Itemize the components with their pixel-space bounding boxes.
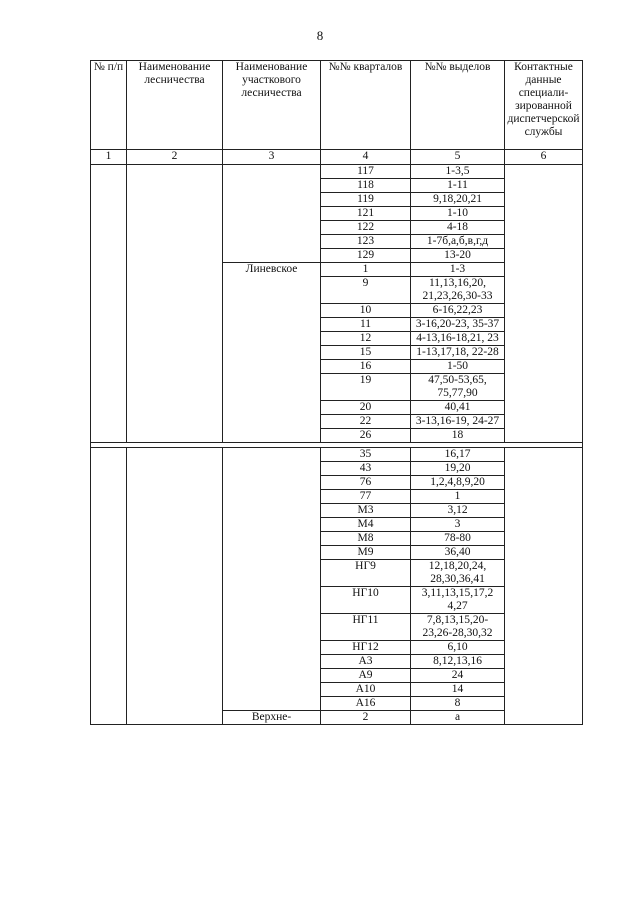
cell-allotments: 3-13,16-19, 24-27 [411, 415, 505, 429]
cell-quarter: 2 [321, 711, 411, 725]
cell-allotments: 1-11 [411, 179, 505, 193]
cell-quarter: 1 [321, 263, 411, 277]
cell-quarter: НГ9 [321, 560, 411, 587]
colnum-4: 4 [321, 150, 411, 165]
cell-forestry-empty [127, 448, 223, 725]
cell-quarter: 117 [321, 165, 411, 179]
forest-quarters-table [90, 60, 583, 725]
cell-allotments: 1-10 [411, 207, 505, 221]
cell-quarter: М8 [321, 532, 411, 546]
cell-quarter: 76 [321, 476, 411, 490]
colnum-3: 3 [223, 150, 321, 165]
header-row [91, 61, 583, 150]
cell-number-empty [91, 165, 127, 443]
cell-allotments: 11,13,16,20, 21,23,26,30-33 [411, 277, 505, 304]
cell-allotments: 6-16,22,23 [411, 304, 505, 318]
cell-quarter: 22 [321, 415, 411, 429]
header-forestry: Наименование лесничества [127, 61, 223, 150]
cell-allotments: 24 [411, 669, 505, 683]
cell-allotments: 1 [411, 490, 505, 504]
cell-quarter: 122 [321, 221, 411, 235]
cell-allotments: 3 [411, 518, 505, 532]
cell-allotments: 1-3,5 [411, 165, 505, 179]
cell-contacts-empty [505, 165, 583, 443]
cell-district-name: Верхне- [223, 711, 321, 725]
cell-allotments: 18 [411, 429, 505, 443]
cell-allotments: 16,17 [411, 448, 505, 462]
cell-allotments: 4-18 [411, 221, 505, 235]
cell-allotments: 12,18,20,24, 28,30,36,41 [411, 560, 505, 587]
cell-allotments: а [411, 711, 505, 725]
cell-quarter: 12 [321, 332, 411, 346]
header-number: № п/п [91, 61, 127, 150]
cell-quarter: А10 [321, 683, 411, 697]
cell-quarter: А16 [321, 697, 411, 711]
cell-allotments: 9,18,20,21 [411, 193, 505, 207]
cell-quarter: 20 [321, 401, 411, 415]
cell-quarter: 16 [321, 360, 411, 374]
colnum-1: 1 [91, 150, 127, 165]
colnum-2: 2 [127, 150, 223, 165]
cell-allotments: 1,2,4,8,9,20 [411, 476, 505, 490]
cell-quarter: 129 [321, 249, 411, 263]
cell-allotments: 19,20 [411, 462, 505, 476]
cell-allotments: 1-3 [411, 263, 505, 277]
cell-quarter: 11 [321, 318, 411, 332]
cell-quarter: М9 [321, 546, 411, 560]
header-district-forestry: Наименование участкового лесничества [223, 61, 321, 150]
cell-allotments: 40,41 [411, 401, 505, 415]
cell-allotments: 6,10 [411, 641, 505, 655]
cell-allotments: 4-13,16-18,21, 23 [411, 332, 505, 346]
cell-allotments: 3,11,13,15,17,2 4,27 [411, 587, 505, 614]
cell-district-name: Линевское [223, 263, 321, 443]
cell-quarter: 43 [321, 462, 411, 476]
cell-quarter: 121 [321, 207, 411, 221]
cell-allotments: 7,8,13,15,20- 23,26-28,30,32 [411, 614, 505, 641]
colnum-6: 6 [505, 150, 583, 165]
cell-quarter: 77 [321, 490, 411, 504]
header-contacts: Контактные данные специали-зированной диспетчерской службы [505, 61, 583, 150]
cell-quarter: НГ12 [321, 641, 411, 655]
cell-quarter: 26 [321, 429, 411, 443]
header-allotments: №№ выделов [411, 61, 505, 150]
cell-district-empty [223, 448, 321, 711]
cell-allotments: 14 [411, 683, 505, 697]
cell-quarter: А3 [321, 655, 411, 669]
cell-allotments: 78-80 [411, 532, 505, 546]
cell-allotments: 1-50 [411, 360, 505, 374]
cell-allotments: 3-16,20-23, 35-37 [411, 318, 505, 332]
cell-allotments: 8 [411, 697, 505, 711]
cell-quarter: НГ11 [321, 614, 411, 641]
cell-allotments: 8,12,13,16 [411, 655, 505, 669]
cell-quarter: М4 [321, 518, 411, 532]
cell-quarter: 119 [321, 193, 411, 207]
cell-forestry-empty [127, 165, 223, 443]
cell-allotments: 36,40 [411, 546, 505, 560]
column-numbers-row [91, 150, 583, 165]
cell-quarter: 9 [321, 277, 411, 304]
cell-allotments: 1-13,17,18, 22-28 [411, 346, 505, 360]
cell-contacts-empty [505, 448, 583, 725]
table-row [91, 165, 583, 179]
cell-allotments: 47,50-53,65, 75,77,90 [411, 374, 505, 401]
cell-quarter: М3 [321, 504, 411, 518]
cell-allotments: 13-20 [411, 249, 505, 263]
cell-district-empty [223, 165, 321, 263]
cell-allotments: 3,12 [411, 504, 505, 518]
cell-allotments: 1-7б,а,б,в,г,д [411, 235, 505, 249]
page-number: 8 [316, 28, 324, 43]
colnum-5: 5 [411, 150, 505, 165]
cell-quarter: 10 [321, 304, 411, 318]
header-quarters: №№ кварталов [321, 61, 411, 150]
cell-quarter: НГ10 [321, 587, 411, 614]
cell-quarter: 118 [321, 179, 411, 193]
cell-quarter: 15 [321, 346, 411, 360]
cell-quarter: 123 [321, 235, 411, 249]
cell-quarter: А9 [321, 669, 411, 683]
cell-quarter: 19 [321, 374, 411, 401]
cell-number-empty [91, 448, 127, 725]
cell-quarter: 35 [321, 448, 411, 462]
table-row [91, 448, 583, 462]
